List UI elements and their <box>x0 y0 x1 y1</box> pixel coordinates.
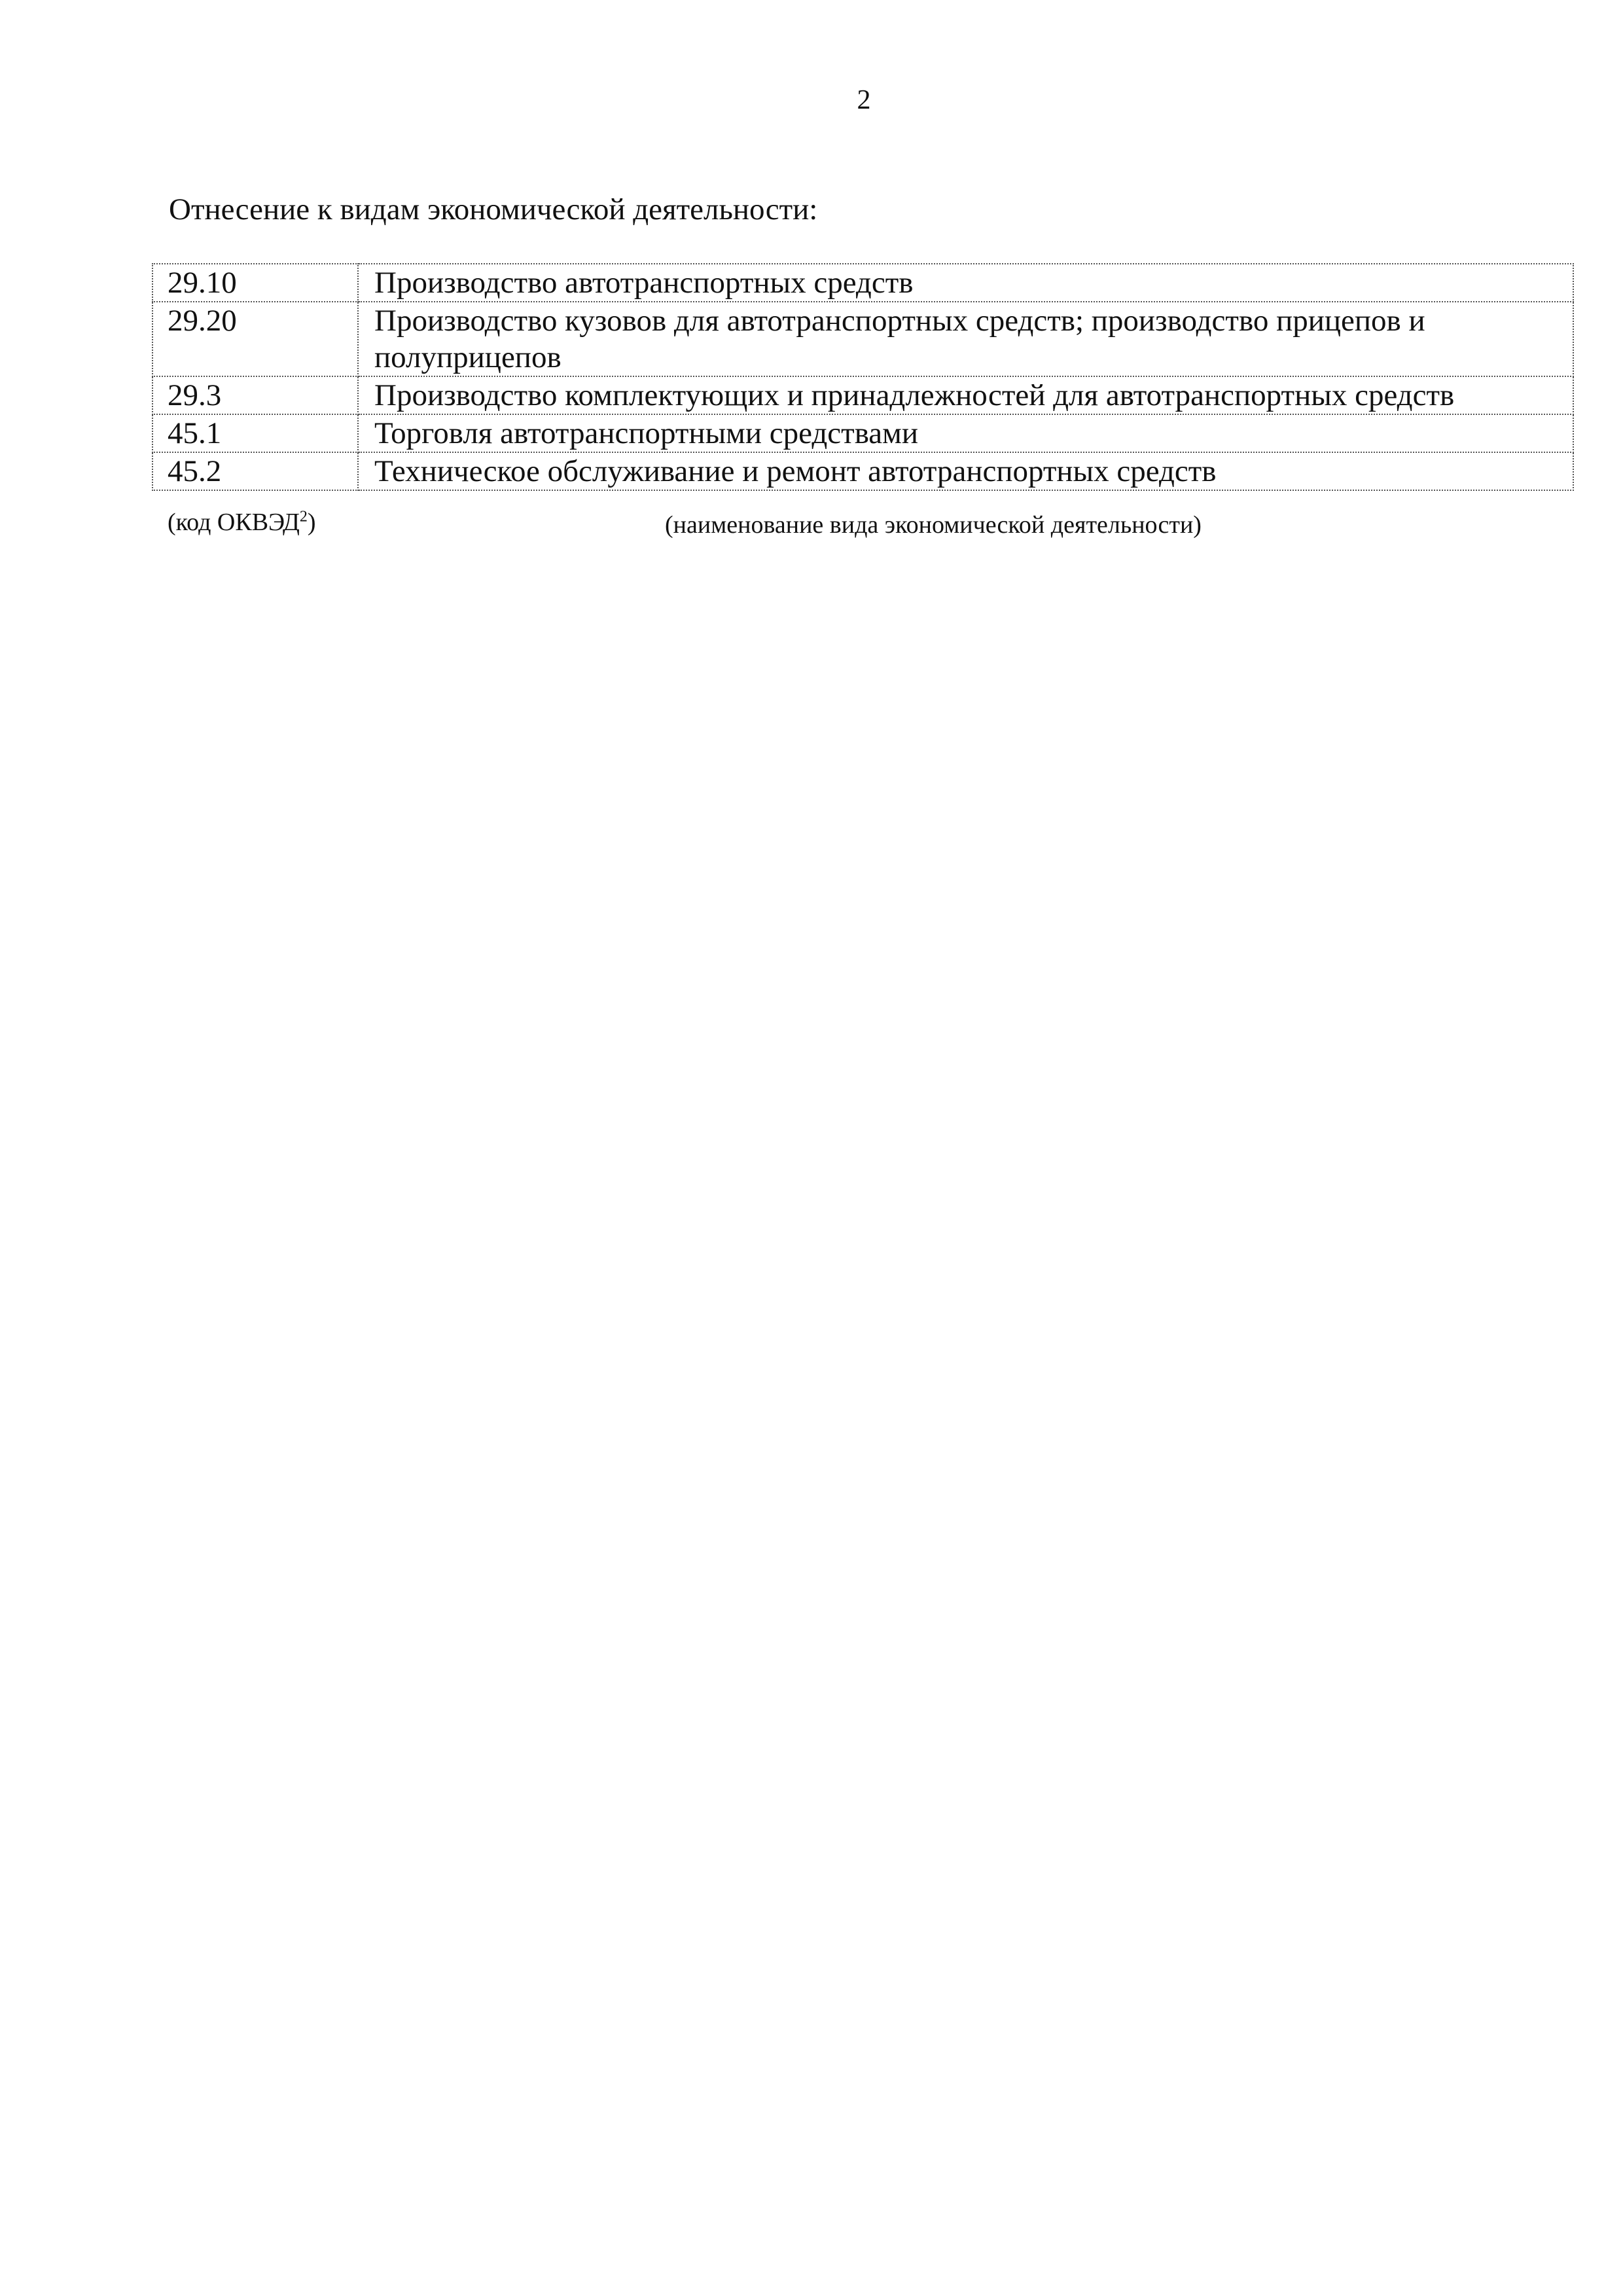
activity-name-cell: Производство кузовов для автотранспортных средств; производство прицепов и полуприцепов <box>358 302 1573 376</box>
okved-code-caption <box>168 508 316 537</box>
activity-name-cell: Техническое обслуживание и ремонт автотранспортных средств <box>358 452 1573 490</box>
activity-name-cell: Производство автотранспортных средств <box>358 264 1573 302</box>
footnote-marker: 2 <box>299 508 308 526</box>
okved-code-cell: 29.10 <box>152 264 358 302</box>
okved-code-cell: 29.20 <box>152 302 358 376</box>
section-heading: Отнесение к видам экономической деятельности: <box>169 192 818 226</box>
okved-code-cell: 45.1 <box>152 414 358 452</box>
okved-table <box>152 263 1574 491</box>
okved-code-cell: 29.3 <box>152 376 358 414</box>
page-number: 2 <box>857 85 871 115</box>
activity-name-caption: (наименование вида экономической деятельности) <box>665 511 1202 539</box>
activity-name-cell: Производство комплектующих и принадлежностей для автотранспортных средств <box>358 376 1573 414</box>
okved-code-caption-text: (код ОКВЭД <box>168 509 300 536</box>
okved-code-cell: 45.2 <box>152 452 358 490</box>
activity-name-cell: Торговля автотранспортными средствами <box>358 414 1573 452</box>
table-row <box>152 452 1573 490</box>
table-row <box>152 376 1573 414</box>
table-row <box>152 414 1573 452</box>
table-row <box>152 264 1573 302</box>
table-row <box>152 302 1573 376</box>
okved-code-caption-close: ) <box>307 509 316 536</box>
